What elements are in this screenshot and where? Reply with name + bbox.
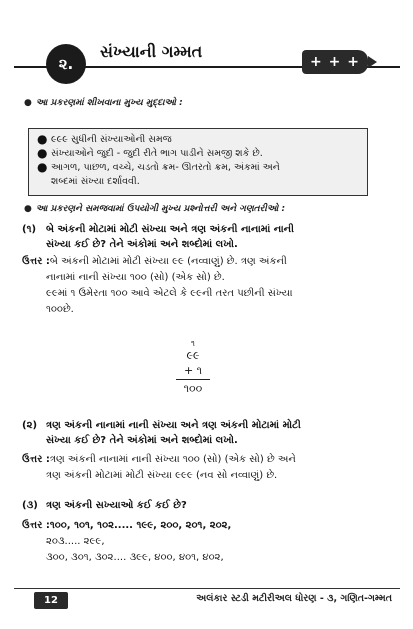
question-text: બે અંકની મોટામાં મોટી સંખ્યા અને ત્રણ અંકની નાનામાં નાની <box>46 224 294 235</box>
question-2 <box>22 418 394 448</box>
question-number: (૩) <box>22 500 38 511</box>
bullet-icon: ● <box>37 132 48 146</box>
answer-2 <box>22 452 394 484</box>
answer-text: ૨૦૩..... ૨૯૯, <box>46 536 105 547</box>
list-item <box>37 147 359 160</box>
carry-digit: ૧ <box>191 339 195 348</box>
sum-result: ૧૦૦ <box>183 382 203 395</box>
chapter-number: ૨. <box>46 44 86 84</box>
bullet-icon: ● <box>24 98 32 108</box>
page-number: 12 <box>34 592 68 609</box>
question-number: (૨) <box>22 420 38 431</box>
answer-label: ઉત્તર : <box>22 256 50 267</box>
answer-text: ૧૦૦, ૧૦૧, ૧૦૨..... ૧૯૯, ૨૦૦, ૨૦૧, ૨૦૨, <box>49 520 232 531</box>
chapter-title: સંખ્યાની ગમ્મત <box>96 42 206 62</box>
answer-label: ઉત્તર : <box>22 520 50 531</box>
chapter-header <box>14 38 400 86</box>
list-item-continuation: શબ્દમાં સંખ્યા દર્શાવવી. <box>51 176 140 187</box>
list-item-text: સંખ્યાઓને જુદી - જુદી રીતે ભાગ પાડીને સમજી શકે છે. <box>51 148 263 159</box>
answer-label: ઉત્તર : <box>22 454 50 465</box>
question-text: ત્રણ અંકની નાનામાં નાની સંખ્યા અને ત્રણ અંકની મોટામાં મોટી <box>46 420 301 431</box>
section-title-text: આ પ્રકરણમાં શીખવાના મુખ્ય મુદ્દાઓ : <box>35 98 183 108</box>
page-footer <box>14 588 400 613</box>
list-item <box>37 161 359 174</box>
question-number: (૧) <box>22 224 37 235</box>
footer-text: અલંકાર સ્ટડી મટીરીઅલ ધોરણ - ૩, ગણિત-ગમ્મત <box>196 593 392 604</box>
list-item-text: ૯૯૯ સુધીની સંખ્યાઓની સમજ <box>51 134 172 145</box>
answer-1 <box>22 254 394 318</box>
bullet-icon: ● <box>37 160 48 174</box>
question-3 <box>22 498 394 513</box>
bullet-icon: ● <box>37 146 48 160</box>
section-learning-points-title <box>24 98 183 108</box>
sum-rule <box>176 379 210 380</box>
question-1 <box>22 222 394 252</box>
question-text: સંખ્યા કઈ છે? તેને અંકોમાં અને શબ્દોમાં લખો. <box>46 239 238 250</box>
answer-text: ત્રણ અંકની મોટામાં મોટી સંખ્યા ૯૯૯ (નવ સો નવ્વાણું) છે. <box>46 470 278 481</box>
answer-text: બે અંકની મોટામાં મોટી સંખ્યા ૯૯ (નવ્વાણું) છે. ત્રણ અંકની <box>49 256 287 267</box>
section-qa-title <box>24 204 285 214</box>
list-item <box>37 133 359 146</box>
addend: ૯૯ <box>186 349 200 362</box>
answer-text: ત્રણ અંકની નાનામાં નાની સંખ્યા ૧૦૦ (સો) (એક સો) છે અને <box>49 454 296 465</box>
list-item-text: આગળ, પાછળ, વચ્ચે, ચડતો ક્રમ- ઊતરતો ક્રમ, અંકમાં અને <box>51 162 280 173</box>
plus-badge-icon: + + + <box>302 50 368 74</box>
answer-text: નાનામાં નાની સંખ્યા ૧૦૦ (સો) (એક સો) છે. <box>46 272 225 283</box>
answer-text: ૧૦૦છે. <box>46 304 74 315</box>
addend: + ૧ <box>183 364 203 377</box>
section-title-text: આ પ્રકરણને સમજવામાં ઉપયોગી મુખ્ય પ્રશ્નોત્તરી અને ગણતરીઓ : <box>35 204 286 214</box>
question-text: સંખ્યા કઈ છે? તેને અંકોમાં અને શબ્દોમાં લખો. <box>46 435 238 446</box>
bullet-icon: ● <box>24 204 32 214</box>
learning-points-box <box>28 128 368 196</box>
addition-working <box>176 340 210 396</box>
answer-text: ૯૯માં ૧ ઉમેરતા ૧૦૦ આવે એટલે કે ૯૯ની તરત પછીની સંખ્યા <box>46 288 293 299</box>
answer-3 <box>22 518 394 566</box>
answer-text: ૩૦૦, ૩૦૧, ૩૦૨.... ૩૯૯, ૪૦૦, ૪૦૧, ૪૦૨, <box>46 552 224 563</box>
question-text: ત્રણ અંકની સખ્યાઓ કઈ કઈ છે? <box>46 500 187 511</box>
